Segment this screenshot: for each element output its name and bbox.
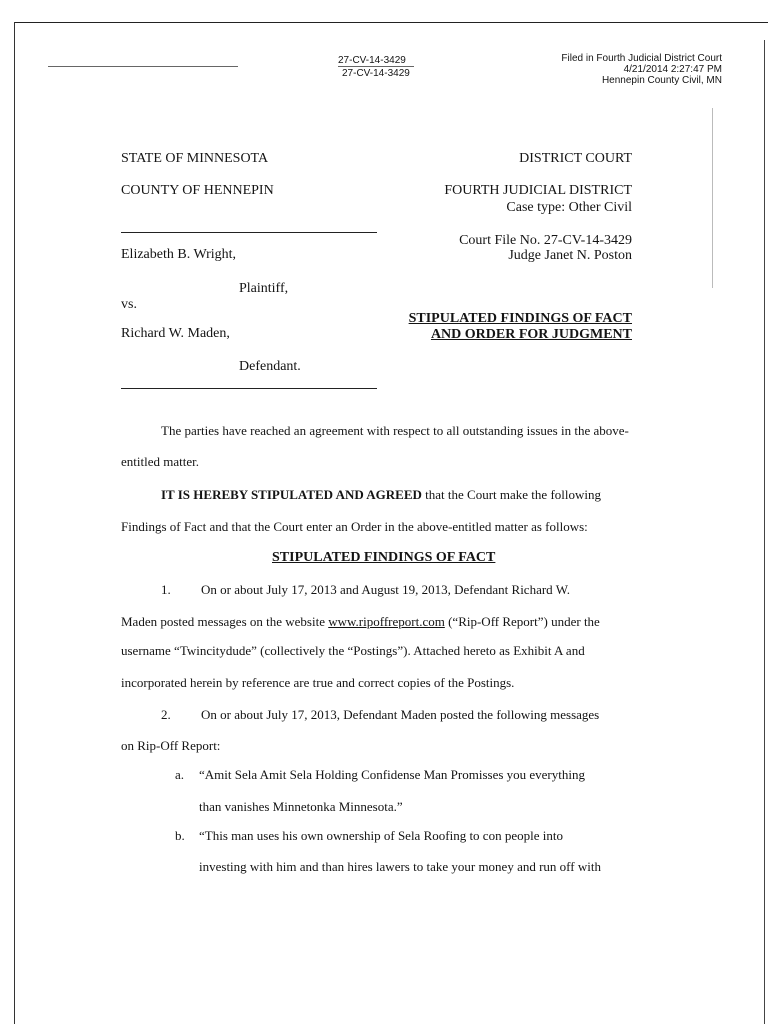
scan-artifact-tick <box>712 108 713 288</box>
plaintiff-name: Elizabeth B. Wright, <box>121 247 237 262</box>
defendant-role: Defendant. <box>239 359 301 374</box>
court-name: DISTRICT COURT <box>519 151 632 166</box>
filed-court-line: Filed in Fourth Judicial District Court <box>561 53 722 64</box>
versus-label: vs. <box>121 297 137 312</box>
caption-rule-top <box>121 232 377 233</box>
state-name: STATE OF MINNESOTA <box>121 151 269 166</box>
item-b-line-2: investing with him and than hires lawers to take your money and run off with <box>199 859 601 874</box>
scan-artifact-line <box>48 66 238 67</box>
intro-line-2: entitled matter. <box>121 454 199 469</box>
defendant-name: Richard W. Maden, <box>121 326 230 341</box>
stipulation-lead: IT IS HEREBY STIPULATED AND AGREED <box>161 487 422 502</box>
paragraph-1-line-2 <box>121 614 600 630</box>
item-b-line-1: “This man uses his own ownership of Sela Roofing to con people into <box>199 828 563 843</box>
intro-line-1: The parties have reached an agreement with respect to all outstanding issues in the above- <box>161 423 629 438</box>
stamp-underline <box>338 66 414 67</box>
paragraph-1-line-2-start: Maden posted messages on the website <box>121 614 329 629</box>
plaintiff-role: Plaintiff, <box>239 281 289 296</box>
paragraph-1-line-1: On or about July 17, 2013 and August 19, 2013, Defendant Richard W. <box>201 582 571 597</box>
county-name: COUNTY OF HENNEPIN <box>121 183 274 198</box>
item-a-line-2: than vanishes Minnetonka Minnesota.” <box>199 799 403 814</box>
page-border-right <box>764 40 765 1024</box>
findings-intro-line: Findings of Fact and that the Court enter an Order in the above-entitled matter as follows: <box>121 519 588 534</box>
file-number-stamp: 27-CV-14-3429 <box>338 55 406 66</box>
paragraph-1-line-3: username “Twincitydude” (collectively the “Postings”). Attached hereto as Exhibit A and <box>121 643 585 658</box>
paragraph-1-number: 1. <box>161 582 171 597</box>
document-title-line-1: STIPULATED FINDINGS OF FACT <box>408 311 632 326</box>
document-title-line-2: AND ORDER FOR JUDGMENT <box>430 327 632 342</box>
paragraph-1-line-2-end: (“Rip-Off Report”) under the <box>444 614 600 629</box>
file-number-stamp-secondary: 27-CV-14-3429 <box>342 68 410 79</box>
paragraph-2-number: 2. <box>161 707 171 722</box>
judicial-district: FOURTH JUDICIAL DISTRICT <box>444 183 632 198</box>
filed-stamp <box>561 53 722 86</box>
stipulation-line <box>161 487 601 503</box>
filed-timestamp: 4/21/2014 2:27:47 PM <box>623 64 722 75</box>
page-border-top <box>14 22 768 23</box>
item-b-label: b. <box>175 828 185 843</box>
page-border-left <box>14 22 15 1024</box>
ripoffreport-link[interactable]: www.ripoffreport.com <box>328 614 445 629</box>
case-type: Case type: Other Civil <box>506 200 632 215</box>
paragraph-2-line-2: on Rip-Off Report: <box>121 738 221 753</box>
caption-rule-bottom <box>121 388 377 389</box>
court-file-number: Court File No. 27-CV-14-3429 <box>459 233 632 248</box>
paragraph-1-line-4: incorporated herein by reference are true and correct copies of the Postings. <box>121 675 515 690</box>
item-a-line-1: “Amit Sela Amit Sela Holding Confidense Man Promisses you everything <box>199 767 585 782</box>
judge-name: Judge Janet N. Poston <box>508 248 632 263</box>
stipulation-rest: that the Court make the following <box>421 487 601 502</box>
item-a-label: a. <box>175 767 185 782</box>
filed-county-line: Hennepin County Civil, MN <box>601 75 722 86</box>
section-heading: STIPULATED FINDINGS OF FACT <box>272 550 496 565</box>
paragraph-2-line-1: On or about July 17, 2013, Defendant Maden posted the following messages <box>201 707 600 722</box>
